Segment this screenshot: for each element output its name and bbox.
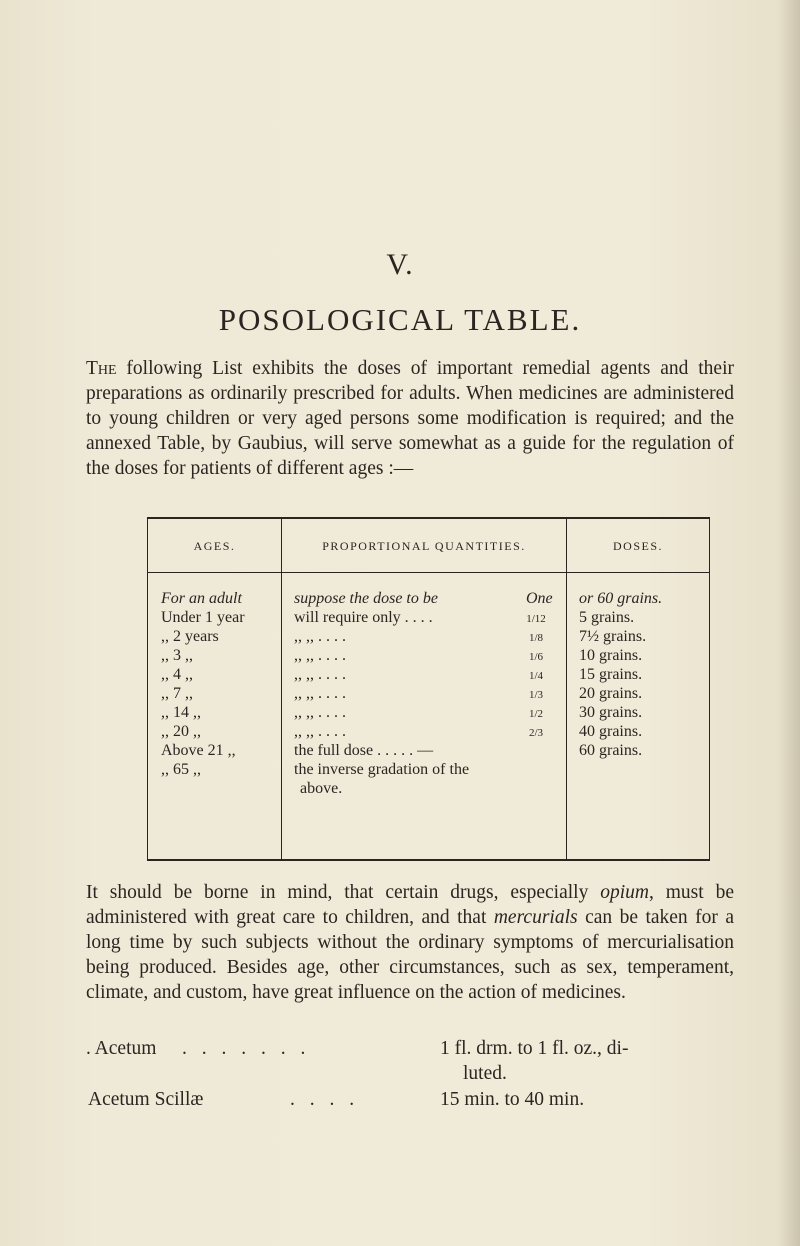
table-row-age: Above 21 ,, (161, 742, 236, 759)
table-row-proportion: the full dose . . . . . — (294, 742, 434, 759)
fraction: 2/3 (528, 727, 544, 739)
table-row-age: ,, 4 ,, (161, 666, 193, 683)
table-row-proportion: ,, ,, . . . . 1/4 (294, 665, 564, 685)
table-row-proportion: ,, ,, . . . . 2/3 (294, 722, 564, 742)
list-item-dose-continued: luted. (463, 1063, 507, 1084)
list-item-leader: . . . . . . . (182, 1038, 311, 1059)
table-row-dose: 10 grains. (579, 647, 643, 664)
fraction: 1/6 (528, 651, 544, 663)
emphasis-mercurials: mercurials (493, 907, 578, 928)
table-row-age: Under 1 year (161, 609, 245, 626)
table-row-age: For an adult (161, 590, 242, 607)
table-row-proportion: ,, ,, . . . . 1/3 (294, 684, 564, 704)
fraction: 1/3 (528, 689, 544, 701)
chapter-numeral: V. (386, 248, 414, 281)
table-row-proportion: will require only . . . . 1/12 (294, 608, 564, 628)
fraction: 1/2 (528, 708, 544, 720)
table-row-dose: 30 grains. (579, 704, 643, 721)
column-divider (566, 519, 567, 859)
posology-table (147, 517, 710, 861)
list-item-dose: 15 min. to 40 min. (440, 1089, 585, 1110)
page-edge-shadow (778, 0, 800, 1246)
table-row-age: ,, 7 ,, (161, 685, 193, 702)
table-row-dose: 60 grains. (579, 742, 643, 759)
table-row-age: ,, 65 ,, (161, 761, 201, 778)
table-row-dose: 5 grains. (579, 609, 635, 626)
table-row-dose: or 60 grains. (579, 590, 663, 607)
list-item-leader: . . . . (290, 1089, 360, 1110)
header-proportional: PROPORTIONAL QUANTITIES. (322, 539, 526, 553)
list-item-name: Acetum Scillæ (88, 1089, 204, 1110)
table-row-proportion: ,, ,, . . . . 1/8 (294, 627, 564, 647)
list-item-name: . Acetum (86, 1038, 157, 1059)
table-row-age: ,, 3 ,, (161, 647, 193, 664)
intro-lead-word: The (86, 358, 117, 379)
table-row-proportion: ,, ,, . . . . 1/6 (294, 646, 564, 666)
table-row-dose: 40 grains. (579, 723, 643, 740)
table-row-proportion: above. (300, 780, 343, 797)
fraction: 1/12 (526, 613, 546, 625)
table-row-proportion: ,, ,, . . . . 1/2 (294, 703, 564, 723)
table-row-proportion: suppose the dose to be One (294, 590, 553, 607)
page-title: POSOLOGICAL TABLE. (218, 302, 582, 337)
note-paragraph: It should be borne in mind, that certain drugs, especially opium, must be administered with great care to children, and that mercurials can be taken for a long time by such subjects without the ordinary symptoms of mercurialisation being produced. Besides age, other circumstances, such as sex, temperament, climate, and custom, have great influence on the action of medicines. (86, 882, 734, 1003)
table-row-dose: 7½ grains. (579, 628, 647, 645)
emphasis-opium: opium (600, 882, 649, 903)
table-row-dose: 15 grains. (579, 666, 643, 683)
fraction: 1/4 (528, 670, 544, 682)
header-doses: DOSES. (612, 539, 663, 553)
table-row-age: ,, 20 ,, (161, 723, 201, 740)
intro-text: following List exhibits the doses of important remedial agents and their preparations as ordinarily prescribed for adults. When medicines are administered to young children or very aged persons some modification is required; and the annexed Table, by Gaubius, will serve somewhat as a guide for the regulation of the doses for patients of different ages :— (86, 358, 734, 479)
header-ages: AGES. (193, 539, 236, 553)
header-divider (148, 572, 709, 573)
fraction: 1/8 (528, 632, 544, 644)
table-row-age: ,, 2 years (161, 628, 219, 645)
table-row-age: ,, 14 ,, (161, 704, 201, 721)
intro-paragraph (86, 356, 734, 481)
table-row-proportion: the inverse gradation of the (294, 761, 470, 778)
table-row-dose: 20 grains. (579, 685, 643, 702)
list-item-dose: 1 fl. drm. to 1 fl. oz., di- (440, 1038, 629, 1059)
